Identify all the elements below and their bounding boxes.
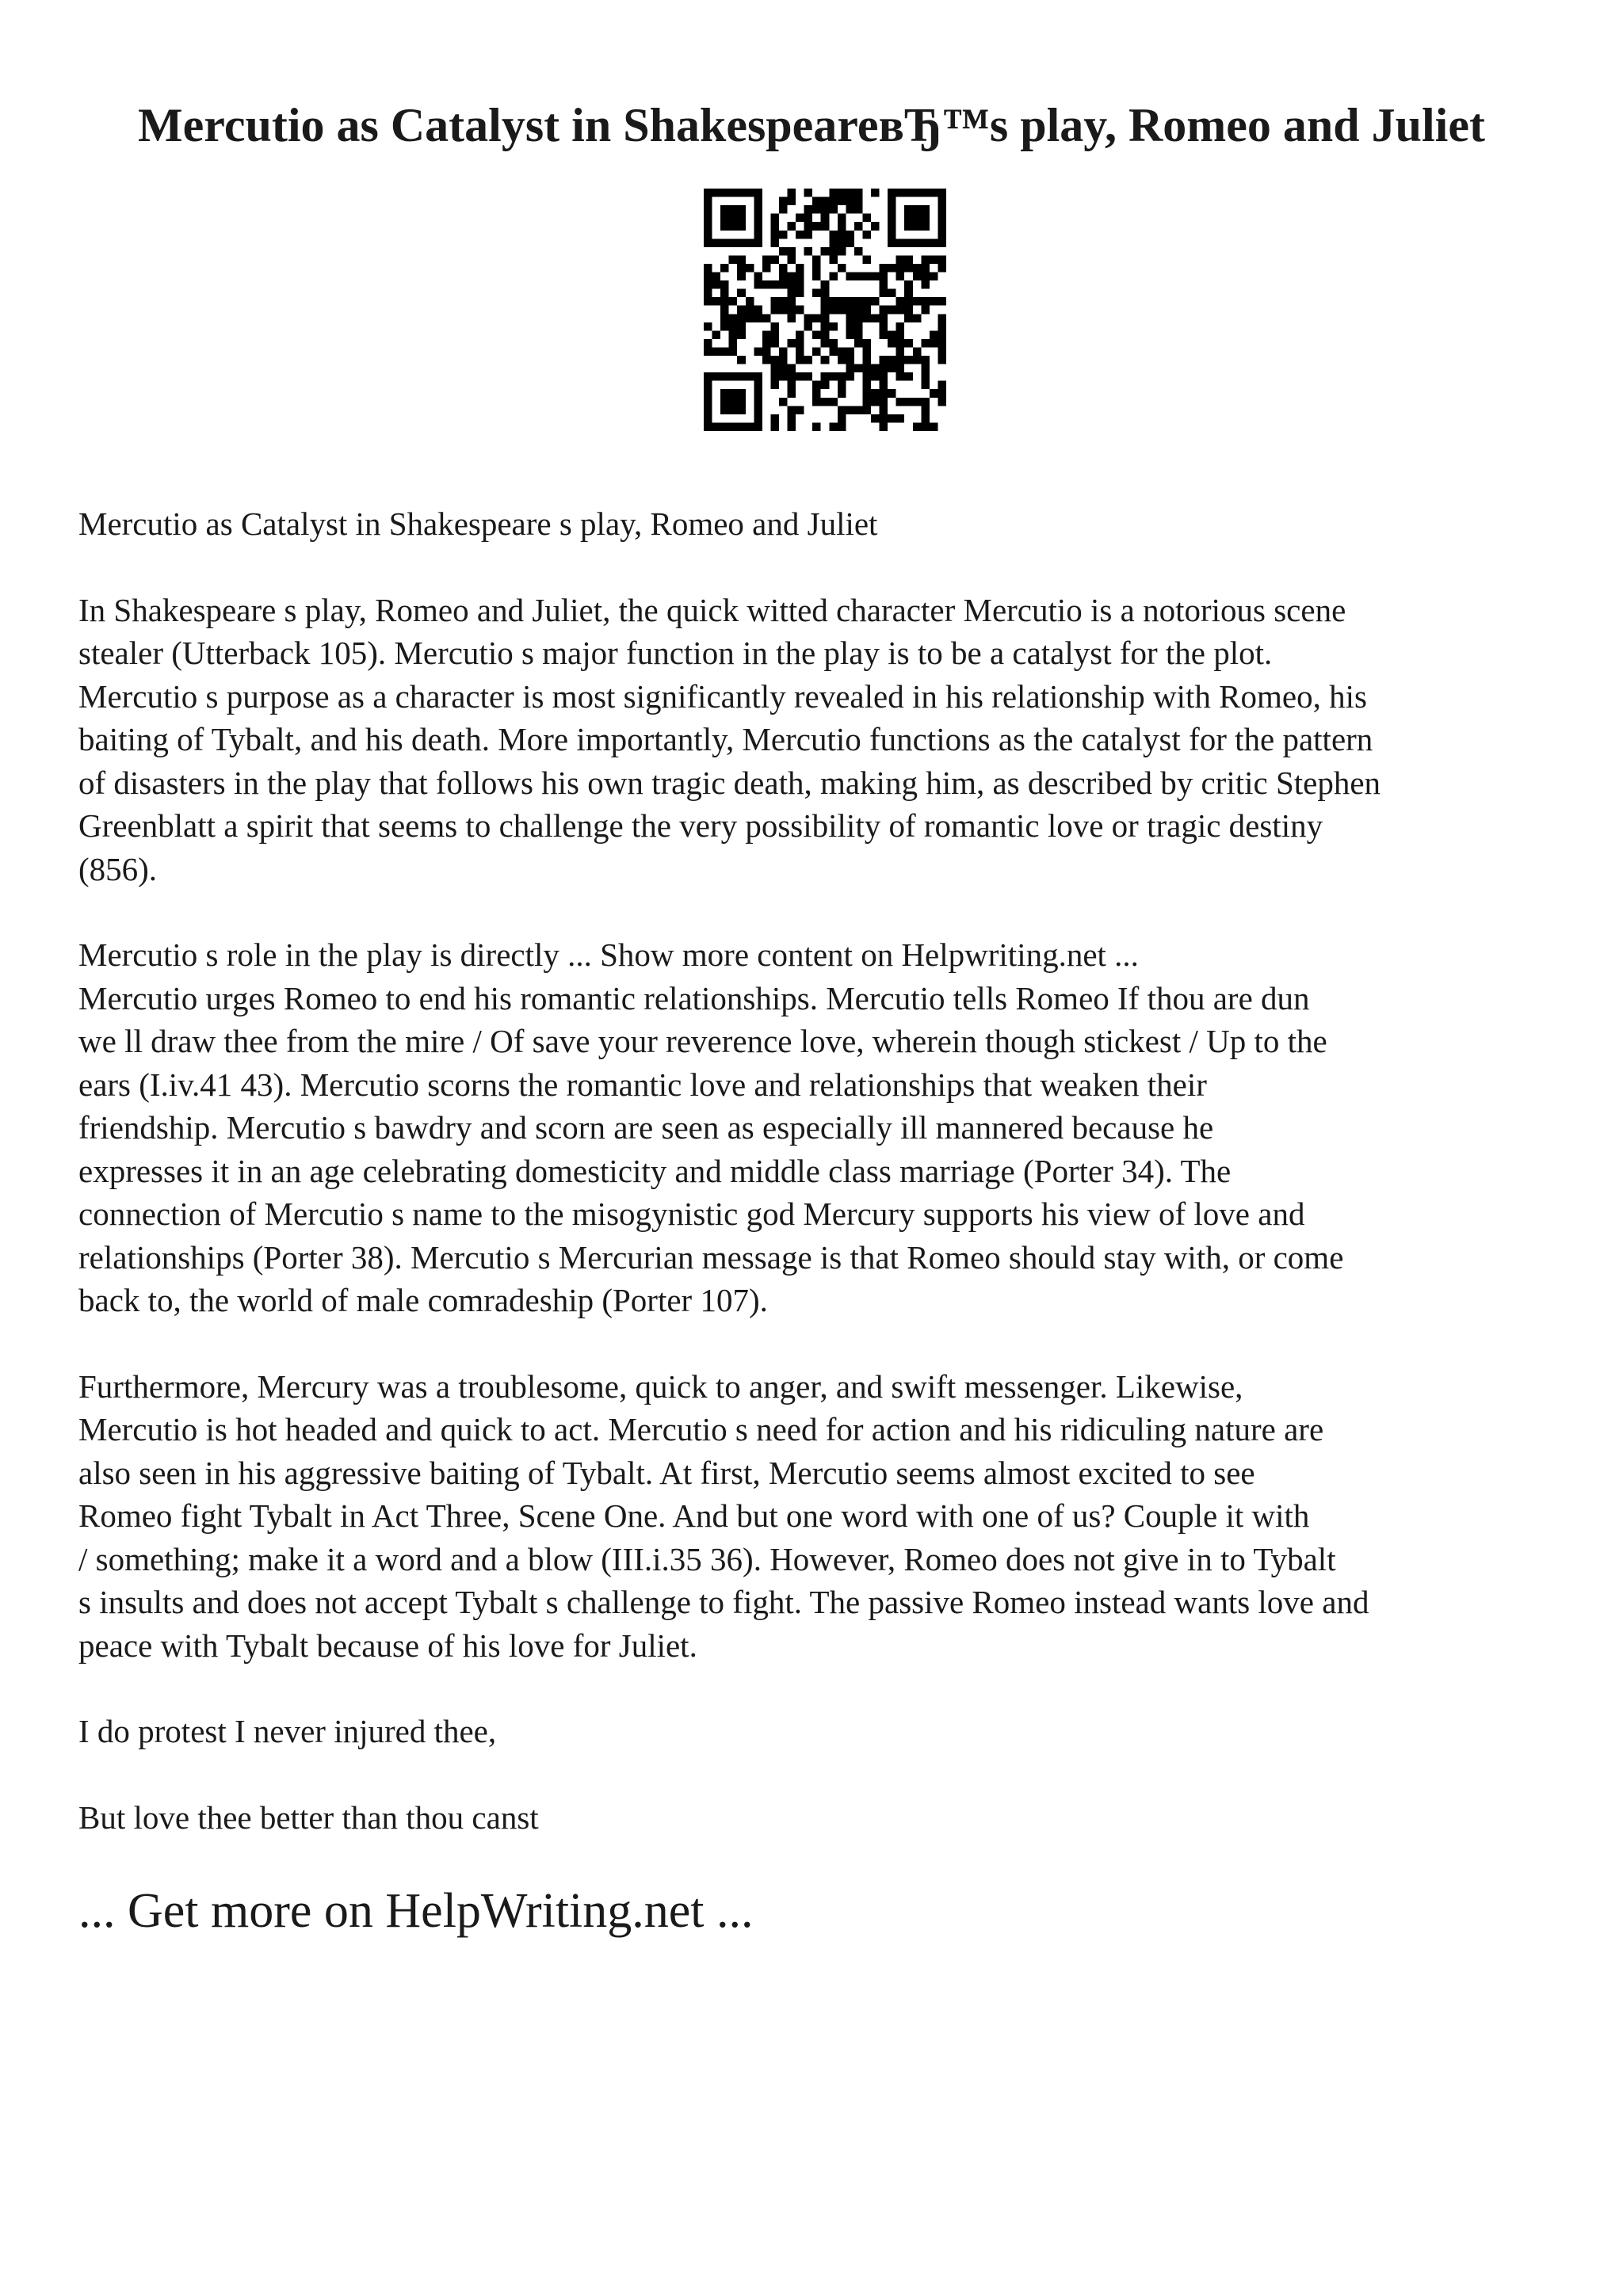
get-more-link[interactable]: ... Get more on HelpWriting.net ... bbox=[78, 1884, 754, 1938]
document-body bbox=[78, 502, 1568, 1839]
quote-line-1: I do protest I never injured thee, bbox=[78, 1713, 497, 1749]
qr-code bbox=[704, 189, 946, 431]
document-title: Mercutio as Catalyst in ShakespeareвЂ™s play, Romeo and Juliet bbox=[138, 99, 1485, 151]
paragraph-mercury: Furthermore, Mercury was a troublesome, quick to anger, and swift messenger. Likewise, Mercutio is hot headed and quick to act. Mercutio s need for action and his ridiculing nature are also seen in his aggressive baiting of Tybalt. At first, Mercutio seems almost excited to see Romeo fight Tybalt in Act Three, Scene One. And but one word with one of us? Couple it with / something; make it a word and a blow (III.i.35 36). However, Romeo does not give in to Tybalt s insults and does not accept Tybalt s challenge to fight. The passive Romeo instead wants love and peace with Tybalt because of his love for Juliet. bbox=[78, 1367, 1369, 1664]
paragraph-role: Mercutio s role in the play is directly ... Show more content on Helpwriting.net ... Mercutio urges Romeo to end his romantic relationships. Mercutio tells Romeo If thou are dun we ll draw thee from the mire / Of save your reverence love, wherein though stickest / Up to the ears (I.iv.41 43). Mercutio scorns the romantic love and relationships that weaken their friendship. Mercutio s bawdry and scorn are seen as especially ill mannered because he expresses it in an age celebrating domesticity and middle class marriage (Porter 34). The connection of Mercutio s name to the misogynistic god Mercury supports his view of love and relationships (Porter 38). Mercutio s Mercurian message is that Romeo should stay with, or come back to, the world of male comradeship (Porter 107). bbox=[78, 936, 1344, 1318]
paragraph-subtitle: Mercutio as Catalyst in Shakespeare s play, Romeo and Juliet bbox=[78, 505, 878, 542]
quote-line-2: But love thee better than thou canst bbox=[78, 1798, 539, 1836]
paragraph-intro: In Shakespeare s play, Romeo and Juliet, the quick witted character Mercutio is a notorious scene stealer (Utterback 105). Mercutio s major function in the play is to be a catalyst for the plot. Mercutio s purpose as a character is most significantly revealed in his relationship with Romeo, his baiting of Tybalt, and his death. More importantly, Mercutio functions as the catalyst for the pattern of disasters in the play that follows his own tragic death, making him, as described by critic Stephen Greenblatt a spirit that seems to challenge the very possibility of romantic love or tragic destiny (856). bbox=[78, 591, 1381, 887]
